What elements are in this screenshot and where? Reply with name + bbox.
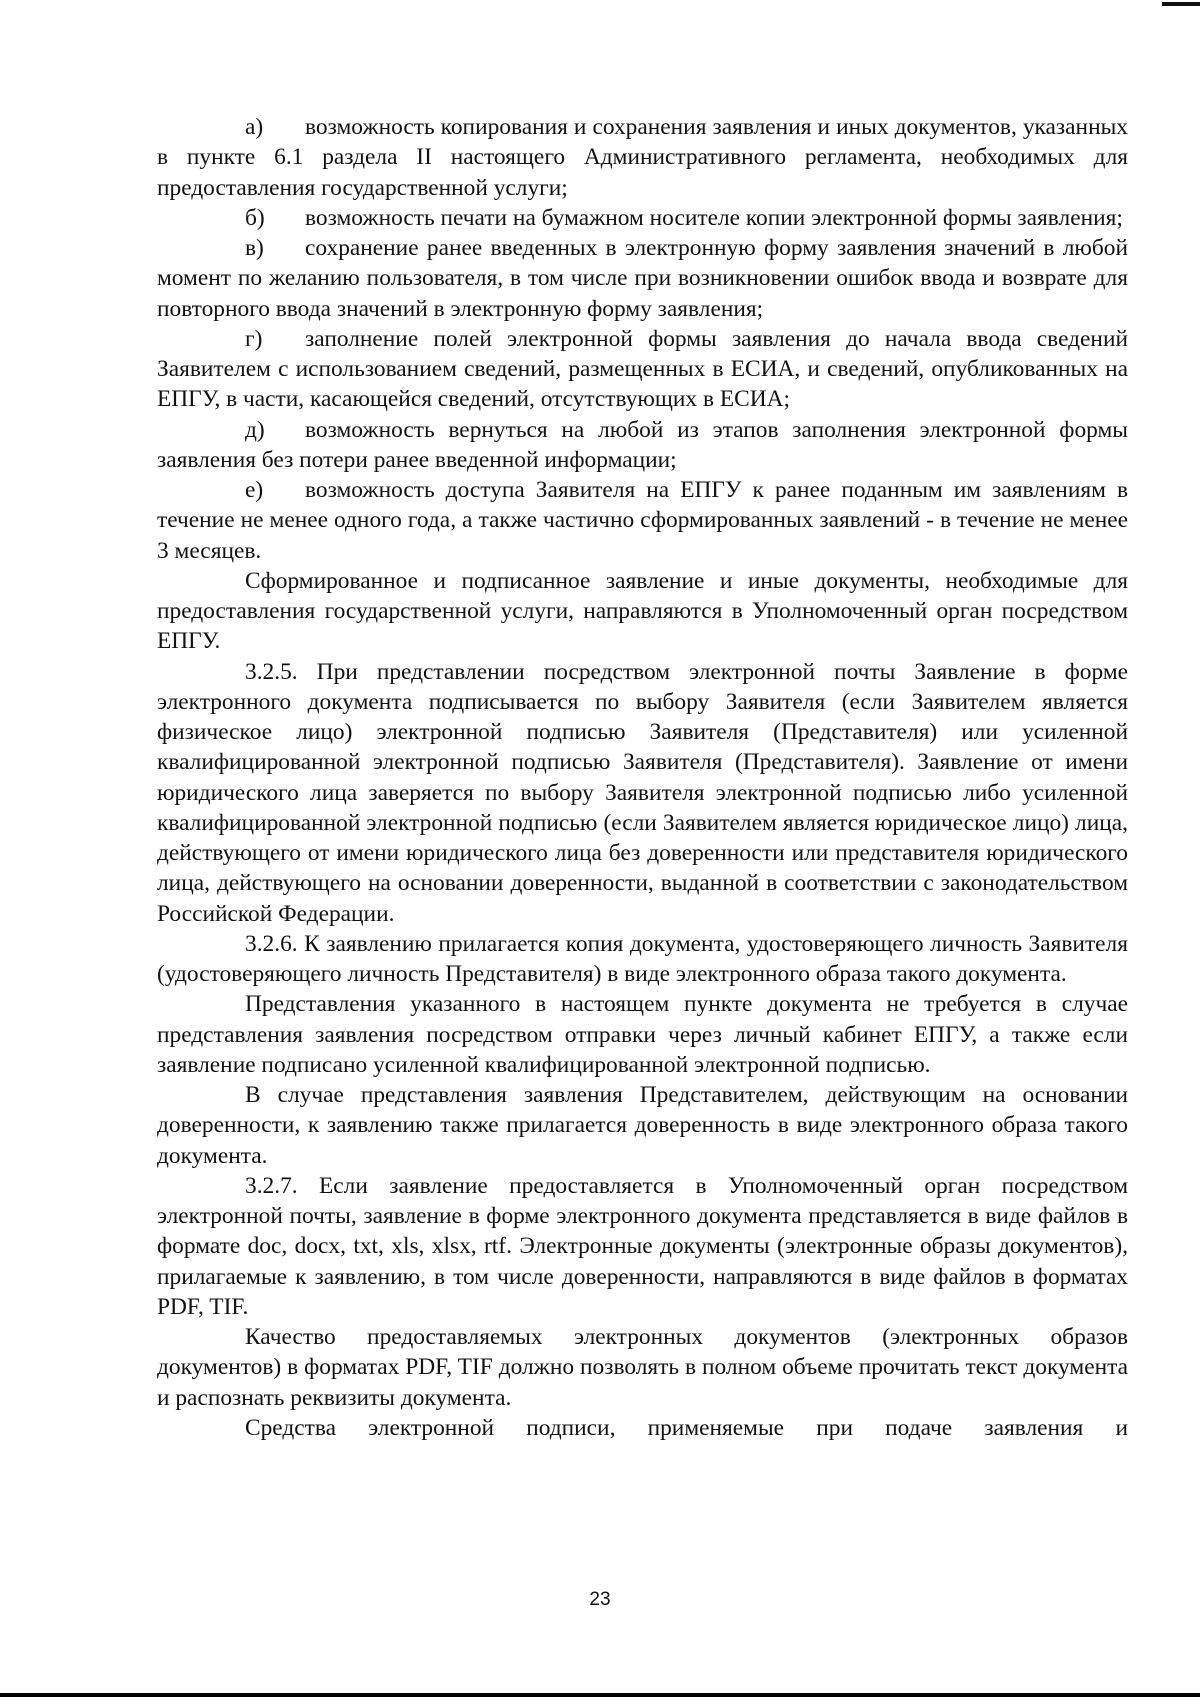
list-marker: д)	[245, 416, 265, 443]
list-item-v	[157, 233, 1128, 324]
list-marker: в)	[245, 235, 264, 261]
list-item-g	[157, 324, 1128, 415]
list-item-text: заполнение полей электронной формы заявления до начала ввода сведений Заявителем с использованием сведений, размещенных в ЕСИА, и сведений, опубликованных на ЕПГУ, в части, касающейся сведений, отсутствующих в ЕСИА;	[157, 325, 1128, 413]
page-number: 23	[589, 1589, 611, 1610]
list-item-text: возможность копирования и сохранения заявления и иных документов, указанных в пункте 6.1 раздела II настоящего Административного регламента, необходимых для предоставления государственной услуги;	[157, 114, 1128, 201]
list-marker: г)	[245, 325, 263, 352]
paragraph-3-2-5: 3.2.5. При представлении посредством электронной почты Заявление в форме электронного документа подписывается по выбору Заявителя (если Заявителем является физическое лицо) электронной подписью Заявителя (Представителя) или усиленной квалифицированной электронной подписью Заявителя (Представителя). Заявление от имени юридического лица заверяется по выбору Заявителя электронной подписью либо усиленной квалифицированной электронной подписью (если Заявителем является юридическое лицо) лица, действующего от имени юридического лица без доверенности или представителя юридического лица, действующего на основании доверенности, выданной в соответствии с законодательством Российской Федерации.	[157, 658, 1128, 927]
scan-edge-top-right	[1162, 2, 1200, 6]
list-marker: а)	[245, 114, 264, 140]
paragraph-submission: Сформированное и подписанное заявление и иные документы, необходимые для предоставления государственной услуги, направляются в Уполномоченный орган посредством ЕПГУ.	[157, 567, 1128, 655]
paragraph-quality: Качество предоставляемых электронных документов (электронных образов документов) в форматах PDF, TIF должно позволять в полном объеме прочитать текст документа и распознать реквизиты документа.	[157, 1324, 1128, 1411]
list-item-text: возможность доступа Заявителя на ЕПГУ к ранее поданным им заявлениям в течение не менее одного года, а также частично сформированных заявлений - в течение не менее 3 месяцев.	[157, 477, 1128, 564]
scan-edge-bottom	[0, 1693, 1200, 1697]
list-item-text: сохранение ранее введенных в электронную форму заявления значений в любой момент по желанию пользователя, в том числе при возникновении ошибок ввода и возврате для повторного ввода значений в электронную форму заявления;	[157, 235, 1128, 322]
list-item-e	[157, 475, 1128, 566]
list-item-a	[157, 112, 1128, 203]
list-item-b	[157, 203, 1128, 233]
document-body	[157, 112, 1128, 1443]
list-item-text: возможность печати на бумажном носителе копии электронной формы заявления;	[305, 204, 1123, 231]
paragraph-not-required: Представления указанного в настоящем пункте документа не требуется в случае представления заявления посредством отправки через личный кабинет ЕПГУ, а также если заявление подписано усиленной квалифицированной электронной подписью.	[157, 991, 1128, 1078]
list-marker: б)	[245, 204, 265, 231]
paragraph-3-2-6: 3.2.6. К заявлению прилагается копия документа, удостоверяющего личность Заявителя (удостоверяющего личность Представителя) в виде электронного образа такого документа.	[157, 930, 1128, 987]
list-marker: е)	[245, 477, 264, 503]
paragraph-representative: В случае представления заявления Представителем, действующим на основании доверенности, к заявлению также прилагается доверенность в виде электронного образа такого документа.	[157, 1082, 1128, 1169]
paragraph-signature-tools: Средства электронной подписи, применяемые при подаче заявления и	[245, 1414, 1128, 1441]
paragraph-3-2-7: 3.2.7. Если заявление предоставляется в Уполномоченный орган посредством электронной почты, заявление в форме электронного документа представляется в виде файлов в формате doc, docx, txt, xls, xlsx, rtf. Электронные документы (электронные образы документов), прилагаемые к заявлению, в том числе доверенности, направляются в виде файлов в форматах PDF, TIF.	[157, 1172, 1128, 1320]
list-item-d	[157, 415, 1128, 476]
list-item-text: возможность вернуться на любой из этапов заполнения электронной формы заявления без потери ранее введенной информации;	[157, 416, 1128, 473]
